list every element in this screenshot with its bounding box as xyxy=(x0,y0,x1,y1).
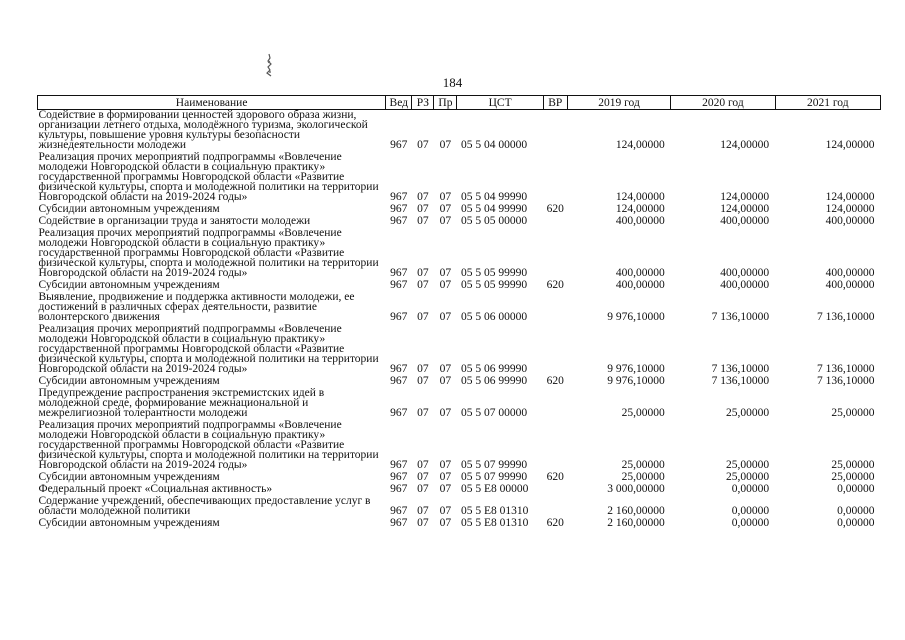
cell-2019: 25,00000 xyxy=(621,471,665,483)
cell-rz: 07 xyxy=(417,407,429,419)
cell-2020: 7 136,10000 xyxy=(711,363,770,375)
table-row xyxy=(38,518,881,530)
cell-2021: 7 136,10000 xyxy=(817,363,875,375)
table-row xyxy=(38,420,881,472)
cell-pr: 07 xyxy=(439,363,452,375)
cell-cst: 05 5 07 99990 xyxy=(460,471,528,483)
cell-2020: 0,00000 xyxy=(731,505,770,517)
cell-rz: 07 xyxy=(417,505,429,517)
cell-name: Субсидии автономным учреждениям xyxy=(38,517,220,529)
cell-2020: 0,00000 xyxy=(731,517,770,529)
cell-pr: 07 xyxy=(439,311,452,323)
cell-2019: 9 976,10000 xyxy=(607,375,665,387)
cell-vr xyxy=(543,110,567,153)
cell-ved: 967 xyxy=(390,483,408,495)
cell-rz: 07 xyxy=(417,517,429,529)
cell-ved: 967 xyxy=(390,517,408,529)
cell-pr: 07 xyxy=(439,215,452,227)
cell-2021: 124,00000 xyxy=(825,203,875,215)
cell-cst: 05 5 E8 01310 xyxy=(460,505,529,517)
cell-name: Содержание учреждений, обеспечивающих предоставление услуг в области молодежной политики xyxy=(38,495,371,517)
cell-rz: 07 xyxy=(417,215,429,227)
cell-cst: 05 5 E8 01310 xyxy=(460,517,529,529)
cell-vr xyxy=(543,420,567,472)
cell-rz: 07 xyxy=(417,363,429,375)
cell-2019: 400,00000 xyxy=(615,267,665,279)
header-cst: ЦСТ xyxy=(457,96,543,110)
cell-ved: 967 xyxy=(390,375,408,387)
cell-2021: 25,00000 xyxy=(831,459,875,471)
cell-cst: 05 5 05 99990 xyxy=(460,267,528,279)
cell-name: Предупреждение распространения экстремистских идей в молодежной среде, формирование межнациональной и межрелигиозной толерантности молодежи xyxy=(38,387,325,419)
cell-2021: 25,00000 xyxy=(831,407,875,419)
cell-2020: 124,00000 xyxy=(720,203,770,215)
cell-cst: 05 5 04 99990 xyxy=(460,203,528,215)
cell-pr: 07 xyxy=(439,471,452,483)
cell-pr: 07 xyxy=(439,407,452,419)
cell-rz: 07 xyxy=(417,203,429,215)
cell-name: Субсидии автономным учреждениям xyxy=(38,375,220,387)
cell-name: Субсидии автономным учреждениям xyxy=(38,203,220,215)
cell-pr: 07 xyxy=(439,191,452,203)
cell-vr: 620 xyxy=(546,279,564,291)
cell-ved: 967 xyxy=(390,407,408,419)
cell-2019: 400,00000 xyxy=(615,215,665,227)
header-2021: 2021 год xyxy=(775,96,880,110)
cell-pr: 07 xyxy=(439,517,452,529)
cell-rz: 07 xyxy=(417,311,429,323)
table-row xyxy=(38,388,881,420)
cell-name: Выявление, продвижение и поддержка активности молодежи, ее достижений в различных сферах деятельности, развитие волонтерского движения xyxy=(38,291,355,323)
cell-pr: 07 xyxy=(439,375,452,387)
cell-2021: 400,00000 xyxy=(825,267,875,279)
cell-2021: 7 136,10000 xyxy=(817,375,875,387)
cell-ved: 967 xyxy=(390,363,408,375)
cell-2019: 400,00000 xyxy=(615,279,665,291)
table-row xyxy=(38,324,881,376)
cell-name: Реализация прочих мероприятий подпрограммы «Вовлечение молодежи Новгородской области в социальную практику» государственной программы Новгородской области «Развитие физической культуры, спорта и молодежной политики на территории Новгородской области на 2019-2024 годы» xyxy=(38,227,379,279)
cell-2019: 25,00000 xyxy=(621,407,665,419)
cell-name: Реализация прочих мероприятий подпрограммы «Вовлечение молодежи Новгородской области в социальную практику» государственной программы Новгородской области «Развитие физической культуры, спорта и молодежной политики на территории Новгородской области на 2019-2024 годы» xyxy=(38,151,379,203)
cell-2019: 2 160,00000 xyxy=(607,517,665,529)
cell-vr xyxy=(543,228,567,280)
cell-name: Содействие в организации труда и занятости молодежи xyxy=(38,215,311,227)
table-body xyxy=(38,110,881,531)
budget-table xyxy=(37,95,881,530)
cell-2020: 7 136,10000 xyxy=(711,311,770,323)
cell-vr xyxy=(543,388,567,420)
cell-rz: 07 xyxy=(417,471,429,483)
cell-2019: 124,00000 xyxy=(615,191,665,203)
cell-pr: 07 xyxy=(439,505,452,517)
cell-ved: 967 xyxy=(390,215,408,227)
cell-cst: 05 5 07 99990 xyxy=(460,459,528,471)
cell-ved: 967 xyxy=(390,139,408,151)
cell-2019: 9 976,10000 xyxy=(607,311,665,323)
cell-cst: 05 5 E8 00000 xyxy=(460,483,529,495)
cell-ved: 967 xyxy=(390,505,408,517)
cell-cst: 05 5 06 99990 xyxy=(460,375,528,387)
cell-name: Субсидии автономным учреждениям xyxy=(38,279,220,291)
cell-name: Субсидии автономным учреждениям xyxy=(38,471,220,483)
table-row xyxy=(38,292,881,324)
cell-2020: 25,00000 xyxy=(725,471,770,483)
header-2020: 2020 год xyxy=(671,96,775,110)
cell-2019: 2 160,00000 xyxy=(607,505,665,517)
cell-2020: 0,00000 xyxy=(731,483,770,495)
cell-2020: 7 136,10000 xyxy=(711,375,770,387)
header-2019: 2019 год xyxy=(567,96,670,110)
cell-vr xyxy=(543,484,567,496)
cell-rz: 07 xyxy=(417,139,429,151)
cell-pr: 07 xyxy=(439,139,452,151)
cell-vr: 620 xyxy=(546,375,564,387)
cell-2021: 0,00000 xyxy=(837,483,875,495)
cell-2020: 25,00000 xyxy=(725,459,770,471)
table-row xyxy=(38,496,881,518)
cell-name: Федеральный проект «Социальная активность» xyxy=(38,483,273,495)
cell-vr xyxy=(543,496,567,518)
header-vr: ВР xyxy=(543,96,567,110)
cell-vr: 620 xyxy=(546,471,564,483)
table-row xyxy=(38,152,881,204)
cell-rz: 07 xyxy=(417,191,429,203)
cell-2020: 124,00000 xyxy=(720,191,770,203)
cell-pr: 07 xyxy=(439,483,452,495)
cell-cst: 05 5 04 99990 xyxy=(460,191,528,203)
cell-2021: 0,00000 xyxy=(837,517,875,529)
cell-2019: 3 000,00000 xyxy=(607,483,665,495)
table-header-row xyxy=(38,96,881,110)
table-row xyxy=(38,228,881,280)
cell-ved: 967 xyxy=(390,267,408,279)
cell-2021: 25,00000 xyxy=(831,471,875,483)
page-number: 184 xyxy=(442,75,463,90)
cell-ved: 967 xyxy=(390,471,408,483)
cell-ved: 967 xyxy=(390,311,408,323)
cell-2019: 9 976,10000 xyxy=(607,363,665,375)
cell-name: Содействие в формировании ценностей здорового образа жизни, организации летнего отдыха, молодёжного туризма, экологической культуры, повышение уровня культуры безопасности жизнедеятельности молодежи xyxy=(38,109,368,151)
cell-name: Реализация прочих мероприятий подпрограммы «Вовлечение молодежи Новгородской области в социальную практику» государственной программы Новгородской области «Развитие физической культуры, спорта и молодежной политики на территории Новгородской области на 2019-2024 годы» xyxy=(38,323,379,375)
cell-rz: 07 xyxy=(417,279,429,291)
header-name: Наименование xyxy=(38,96,386,110)
cell-cst: 05 5 05 00000 xyxy=(460,215,528,227)
cell-cst: 05 5 06 99990 xyxy=(460,363,528,375)
header-ved: Вед xyxy=(386,96,412,110)
cell-rz: 07 xyxy=(417,459,429,471)
cell-2020: 400,00000 xyxy=(720,215,770,227)
cell-cst: 05 5 06 00000 xyxy=(460,311,528,323)
cell-ved: 967 xyxy=(390,279,408,291)
cell-2019: 124,00000 xyxy=(615,139,665,151)
cell-cst: 05 5 05 99990 xyxy=(460,279,528,291)
cell-vr xyxy=(543,216,567,228)
cell-pr: 07 xyxy=(439,203,452,215)
cell-ved: 967 xyxy=(390,459,408,471)
cell-2020: 400,00000 xyxy=(720,279,770,291)
cell-2019: 124,00000 xyxy=(615,203,665,215)
cell-pr: 07 xyxy=(439,279,452,291)
cell-pr: 07 xyxy=(439,267,452,279)
header-rz: РЗ xyxy=(412,96,434,110)
cell-cst: 05 5 07 00000 xyxy=(460,407,528,419)
table-row xyxy=(38,110,881,153)
cell-2021: 124,00000 xyxy=(825,191,875,203)
cell-ved: 967 xyxy=(390,203,408,215)
cell-pr: 07 xyxy=(439,459,452,471)
cell-rz: 07 xyxy=(417,267,429,279)
header-pr: Пр xyxy=(434,96,457,110)
cell-vr: 620 xyxy=(546,517,564,529)
cell-2020: 124,00000 xyxy=(720,139,770,151)
cell-2021: 400,00000 xyxy=(825,279,875,291)
cell-name: Реализация прочих мероприятий подпрограммы «Вовлечение молодежи Новгородской области в социальную практику» государственной программы Новгородской области «Развитие физической культуры, спорта и молодежной политики на территории Новгородской области на 2019-2024 годы» xyxy=(38,419,379,471)
cell-2021: 124,00000 xyxy=(825,139,875,151)
cell-2021: 400,00000 xyxy=(825,215,875,227)
cell-2020: 25,00000 xyxy=(725,407,770,419)
cell-2020: 400,00000 xyxy=(720,267,770,279)
cell-rz: 07 xyxy=(417,483,429,495)
cell-rz: 07 xyxy=(417,375,429,387)
cell-vr xyxy=(543,292,567,324)
cell-2019: 25,00000 xyxy=(621,459,665,471)
cell-vr xyxy=(543,152,567,204)
cell-2021: 7 136,10000 xyxy=(817,311,875,323)
cell-cst: 05 5 04 00000 xyxy=(460,139,528,151)
cell-vr: 620 xyxy=(546,203,564,215)
cell-2021: 0,00000 xyxy=(837,505,875,517)
cell-ved: 967 xyxy=(390,191,408,203)
cell-vr xyxy=(543,324,567,376)
